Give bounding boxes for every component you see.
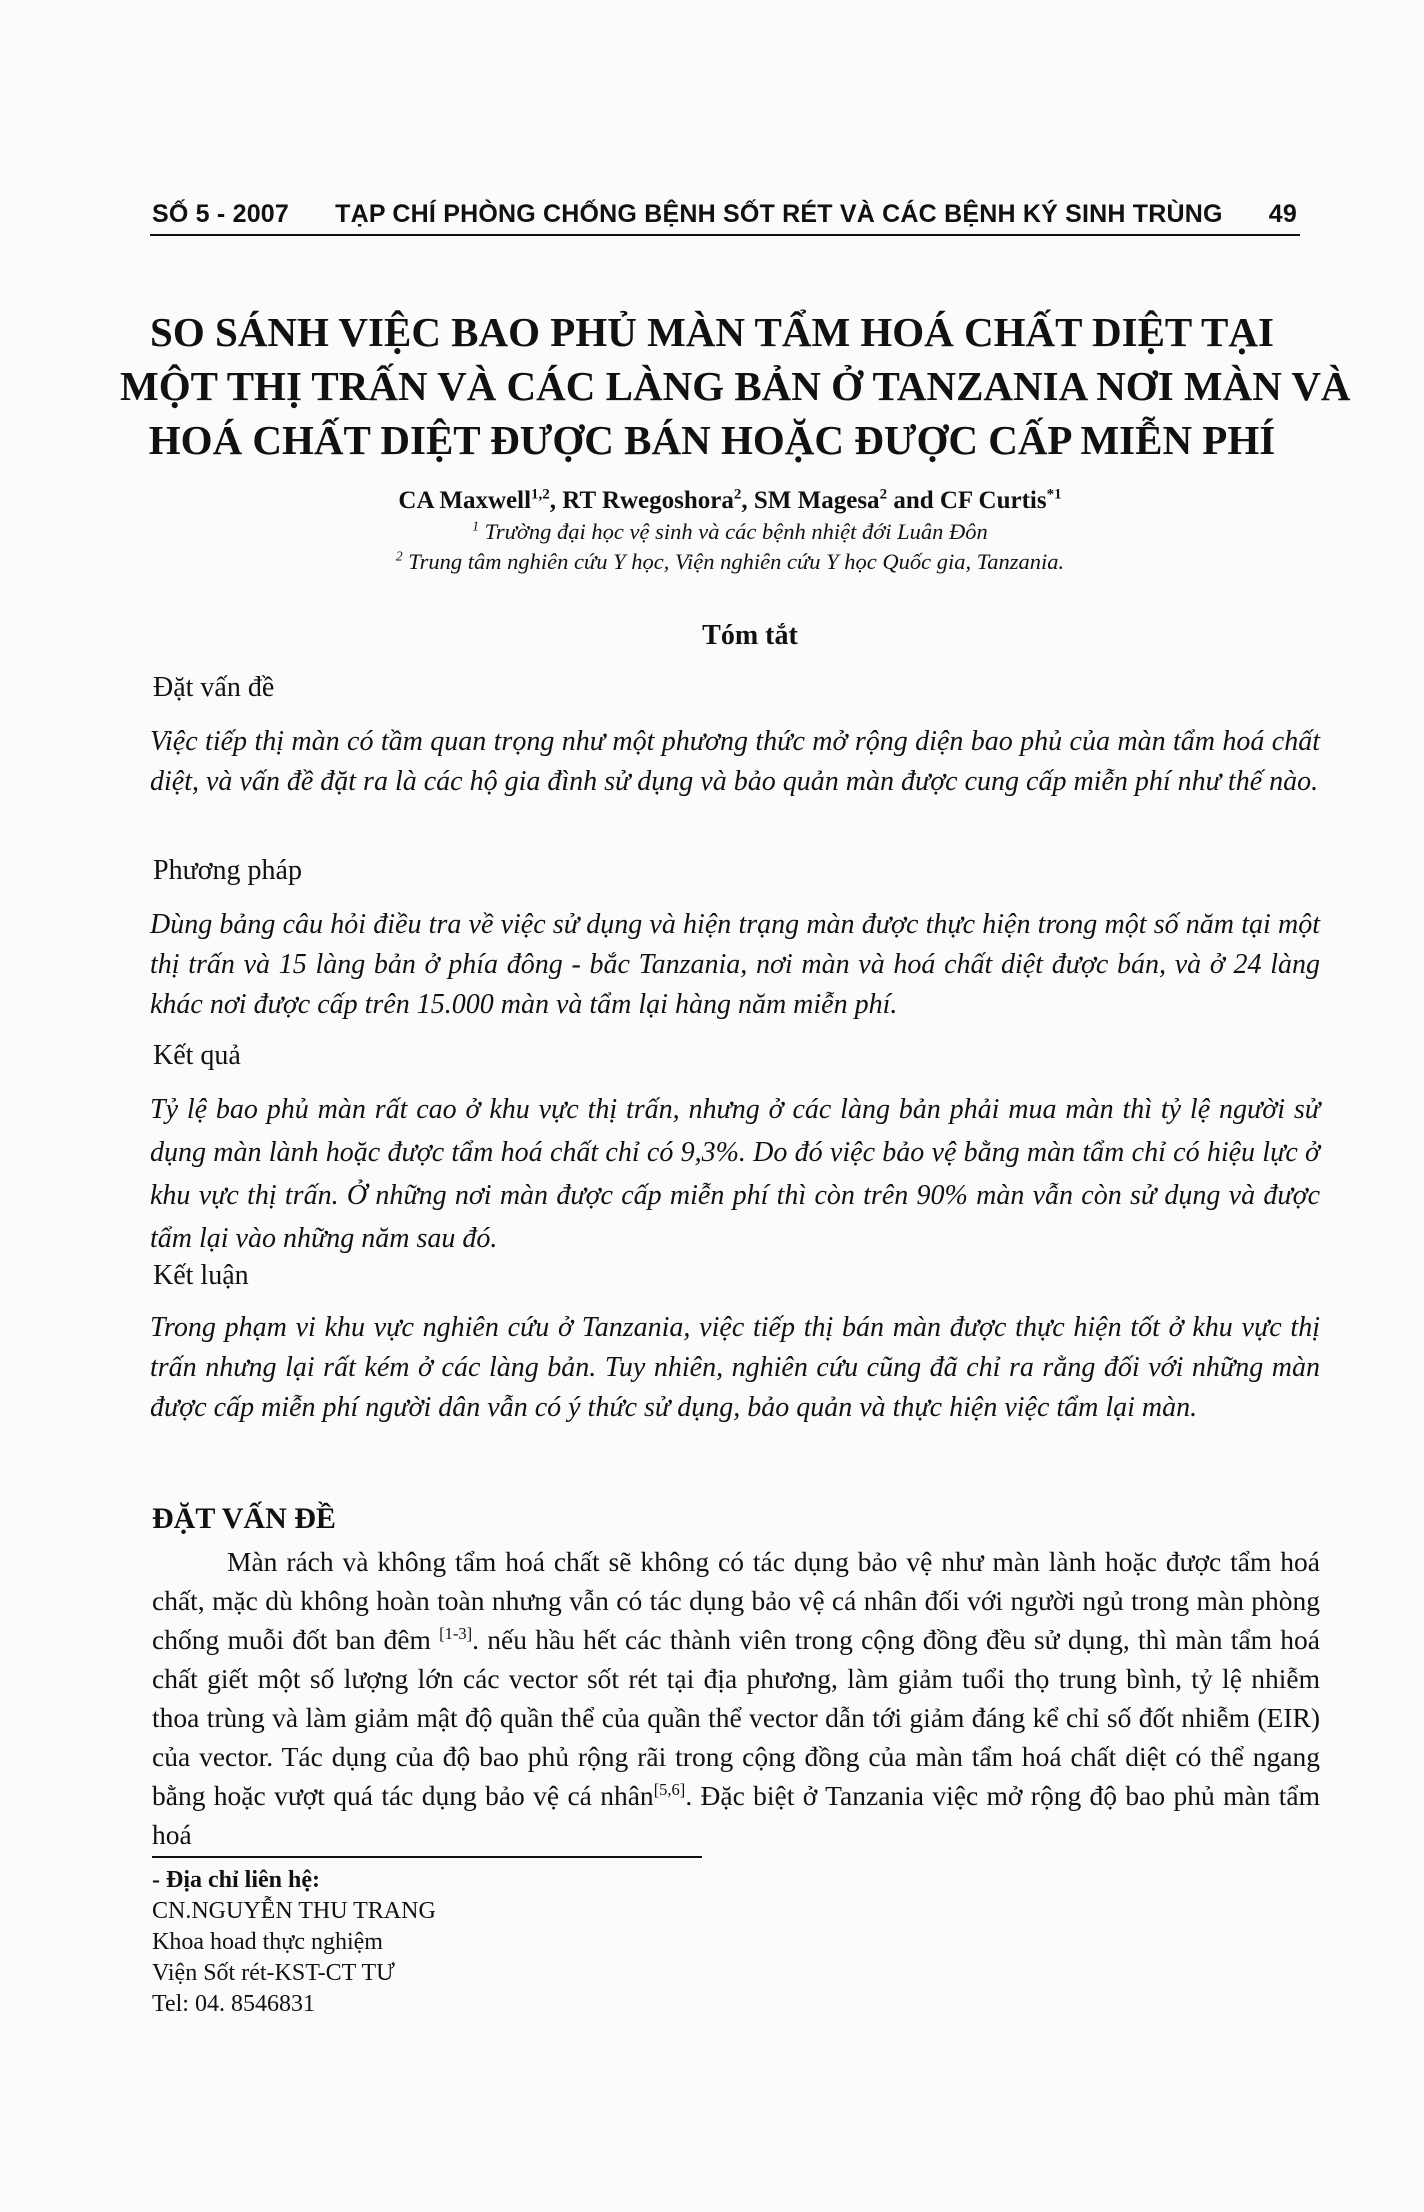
body-text: Màn rách và không tẩm hoá chất sẽ không có tác dụng bảo vệ như màn lành hoặc được tẩm hoá chất, mặc dù không hoàn toàn nhưng vẫn có tác dụng bảo vệ cá nhân đối với người ngủ trong màn phòng chống muỗi đốt ban đêm bbox=[152, 1546, 1320, 1655]
affiliation-1 bbox=[230, 517, 1230, 547]
author-affiliation-mark: 2 bbox=[733, 486, 742, 503]
abstract-paragraph-methods: Dùng bảng câu hỏi điều tra về việc sử dụng và hiện trạng màn được thực hiện trong một số năm tại một thị trấn và 15 làng bản ở phía đông - bắc Tanzania, nơi màn và hoá chất diệt được bán, và ở 24 làng khác nơi được cấp trên 15.000 màn và tẩm lại hàng năm miễn phí. bbox=[150, 909, 1320, 1020]
affiliation-mark: 2 bbox=[395, 548, 403, 564]
abstract-paragraph-conclusion: Trong phạm vi khu vực nghiên cứu ở Tanzania, việc tiếp thị bán màn được thực hiện tốt ở khu vực thị trấn nhưng lại rất kém ở các làng bản. Tuy nhiên, nghiên cứu cũng đã chỉ ra rằng đối với những màn được cấp miễn phí người dân vẫn có ý thức sử dụng, bảo quản và thực hiện việc tẩm lại màn. bbox=[150, 1312, 1320, 1423]
section-title: ĐẶT VẤN ĐỀ bbox=[152, 1502, 336, 1535]
author-name: , RT Rwegoshora bbox=[549, 487, 734, 514]
contact-label: - Địa chỉ liên hệ: bbox=[152, 1867, 320, 1893]
contact-name: CN.NGUYỄN THU TRANG bbox=[152, 1898, 436, 1924]
abstract-title: Tóm tắt bbox=[702, 620, 798, 651]
author-affiliation-mark: *1 bbox=[1046, 486, 1062, 503]
author-affiliation-mark: 2 bbox=[879, 486, 888, 503]
title-line: MỘT THỊ TRẤN VÀ CÁC LÀNG BẢN Ở TANZANIA NƠI MÀN VÀ bbox=[120, 363, 1351, 409]
contact-institute: Viện Sốt rét-KST-CT TƯ bbox=[152, 1960, 395, 1986]
affiliation-text: Trường đại học vệ sinh và các bệnh nhiệt đới Luân Đôn bbox=[479, 519, 988, 544]
affiliation-2 bbox=[230, 547, 1230, 577]
citation-ref: [1-3] bbox=[439, 1623, 473, 1643]
abstract-heading-background: Đặt vấn đề bbox=[153, 672, 275, 703]
abstract-paragraph-results: Tỷ lệ bao phủ màn rất cao ở khu vực thị trấn, nhưng ở các làng bản phải mua màn thì tỷ lệ người sử dụng màn lành hoặc được tẩm hoá chất chỉ có 9,3%. Do đó việc bảo vệ bằng màn tẩm chỉ có hiệu lực ở khu vực thị trấn. Ở những nơi màn được cấp miễn phí thì còn trên 90% màn vẫn còn sử dụng và được tẩm lại vào những năm sau đó. bbox=[150, 1094, 1320, 1254]
footnote-contact bbox=[152, 1865, 436, 2020]
affiliation-mark: 1 bbox=[472, 518, 479, 534]
contact-department: Khoa hoad thực nghiệm bbox=[152, 1929, 383, 1955]
abstract-heading-results: Kết quả bbox=[153, 1040, 241, 1071]
author-affiliation-mark: 1,2 bbox=[531, 486, 550, 503]
affiliation-text: Trung tâm nghiên cứu Y học, Viện nghiên cứu Y học Quốc gia, Tanzania. bbox=[402, 549, 1065, 574]
author-name: and CF Curtis bbox=[887, 487, 1047, 514]
author-block bbox=[230, 485, 1230, 577]
title-line: SO SÁNH VIỆC BAO PHỦ MÀN TẨM HOÁ CHẤT DIỆT TẠI bbox=[150, 309, 1274, 355]
running-header bbox=[152, 200, 1297, 229]
issue-number: SỐ 5 - 2007 bbox=[152, 200, 290, 228]
journal-name: TẠP CHÍ PHÒNG CHỐNG BỆNH SỐT RÉT VÀ CÁC BỆNH KÝ SINH TRÙNG bbox=[335, 200, 1223, 228]
footnote-rule bbox=[152, 1856, 702, 1858]
author-names bbox=[230, 485, 1230, 517]
body-text: . Đặc biệt ở Tanzania việc mở rộng độ bao phủ màn tẩm hoá bbox=[152, 1780, 1321, 1850]
abstract-heading-conclusion: Kết luận bbox=[153, 1260, 249, 1291]
citation-ref: [5,6] bbox=[653, 1779, 686, 1799]
header-rule bbox=[150, 234, 1300, 236]
author-name: , SM Magesa bbox=[741, 487, 880, 514]
title-line: HOÁ CHẤT DIỆT ĐƯỢC BÁN HOẶC ĐƯỢC CẤP MIỄN PHÍ bbox=[148, 417, 1276, 463]
abstract-heading-methods: Phương pháp bbox=[153, 855, 302, 886]
page-number: 49 bbox=[1268, 200, 1297, 228]
abstract-paragraph-background: Việc tiếp thị màn có tầm quan trọng như một phương thức mở rộng diện bao phủ của màn tẩm hoá chất diệt, và vấn đề đặt ra là các hộ gia đình sử dụng và bảo quản màn được cung cấp miễn phí như thế nào. bbox=[150, 726, 1320, 797]
paper-title bbox=[120, 305, 1351, 467]
body-paragraph bbox=[152, 1542, 1320, 1854]
contact-phone: Tel: 04. 8546831 bbox=[152, 1991, 315, 2017]
author-name: CA Maxwell bbox=[398, 487, 532, 514]
body-text: . nếu hầu hết các thành viên trong cộng đồng đều sử dụng, thì màn tẩm hoá chất giết một số lượng lớn các vector sốt rét tại địa phương, làm giảm tuổi thọ trung bình, tỷ lệ nhiễm thoa trùng và làm giảm mật độ quần thể của quần thể vector dẫn tới giảm đáng kể chỉ số đốt nhiễm (EIR) của vector. Tác dụng của độ bao phủ rộng rãi trong cộng đồng của màn tẩm hoá chất diệt có thể ngang bằng hoặc vượt quá tác dụng bảo vệ cá nhân bbox=[152, 1624, 1320, 1811]
